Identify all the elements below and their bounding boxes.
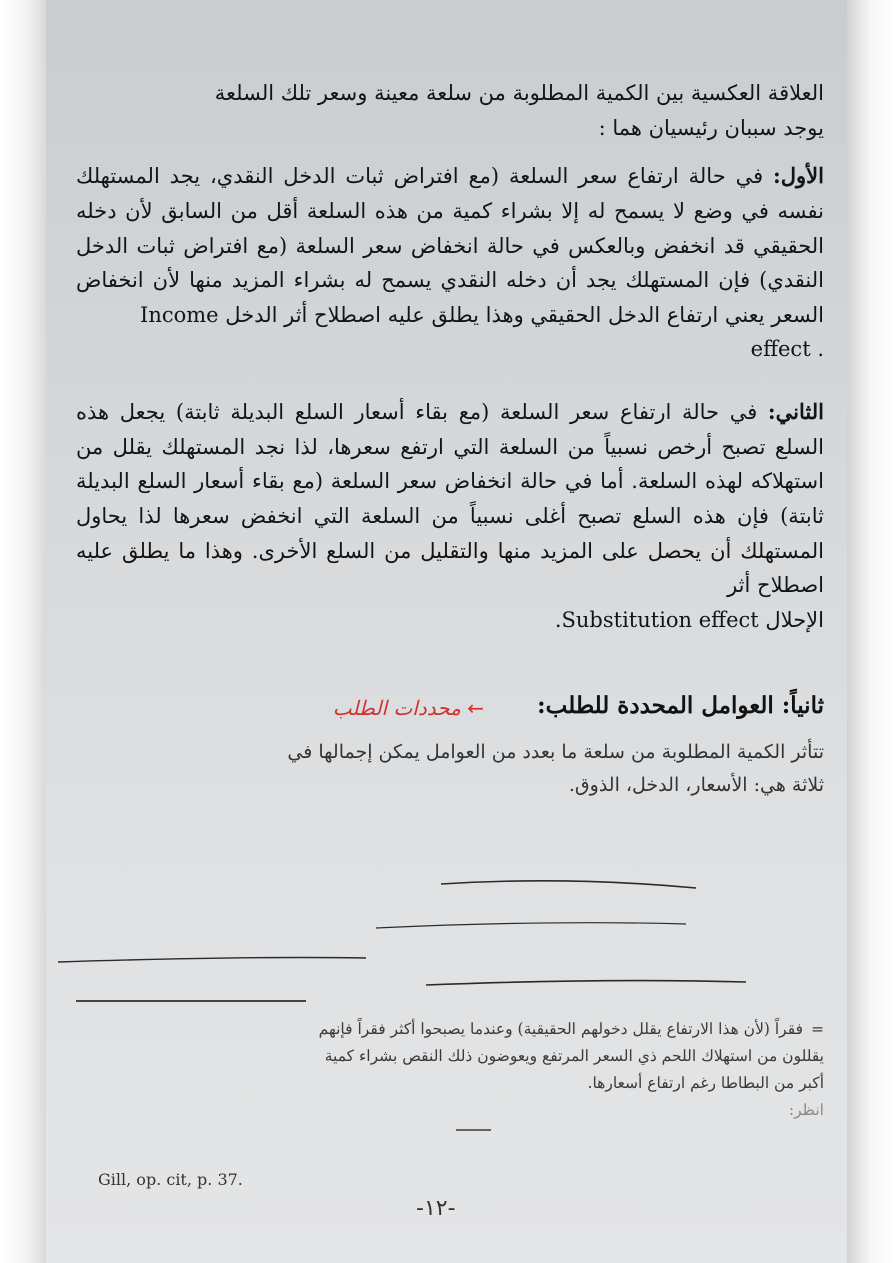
first-reason-paragraph [76,159,824,332]
intro-line-1: العلاقة العكسية بين الكمية المطلوبة من سلعة معينة وسعر تلك السلعة [214,81,824,105]
left-margin [0,0,46,1263]
section-heading: ثانياً: العوامل المحددة للطلب: [537,691,824,719]
document-page [46,0,847,1263]
footnote-marker: = [811,1020,824,1038]
page-number: -١٢- [416,1196,456,1221]
intro-line-2: يوجد سببان رئيسيان هما : [598,115,824,140]
second-reason-label: الثاني: [767,399,824,425]
main-text [76,76,824,802]
factors-underline-mark-1 [58,958,366,963]
footnote-line-4: انظر: [788,1101,824,1120]
heading-underline-mark [441,881,696,888]
footnote-line-1 [76,1016,824,1043]
factors-underline-mark-2 [376,923,686,928]
factors-line-1: تتأثر الكمية المطلوبة من سلعة ما بعدد من العوامل يمكن إجمالها في [287,740,824,763]
handwritten-note: ← محددات الطلب [332,695,484,720]
factors-line-2: ثلاثة هي: الأسعار، الدخل، الذوق. [568,773,824,796]
footnote [76,1016,824,1125]
first-reason-body: في حالة ارتفاع سعر السلعة (مع افتراض ثبات الدخل النقدي، يجد المستهلك نفسه في وضع لا يسمح له إلا بشراء كمية من هذه السلعة أقل من السابق لأن دخله الحقيقي قد انخفض وبالعكس في حالة انخفاض سعر السلعة (مع افتراض ثبات الدخل النقدي) فإن المستهلك يجد أن دخله النقدي يسمح له بشراء المزيد منها لأن انخفاض السعر يعني ارتفاع الدخل الحقيقي وهذا يطلق عليه اصطلاح أثر الدخل Income [76,164,824,327]
first-reason-tail: . effect [750,337,824,362]
factors-underline-mark-3 [426,981,746,985]
second-reason-body: في حالة ارتفاع سعر السلعة (مع بقاء أسعار السلع البديلة ثابتة) يجعل هذه السلع تصبح أرخص نسبياً من السلعة التي ارتفع سعرها، لذا نجد المستهلك يقلل من استهلاكه لهذه السلعة. أما في حالة انخفاض سعر السلعة (مع بقاء أسعار السلع البديلة ثابتة) فإن هذه السلع تصبح أغلى نسبياً من السلعة التي انخفض سعرها لذا يحاول المستهلك أن يحصل على المزيد منها والتقليل من السلع الأخرى. وهذا ما يطلق عليه اصطلاح أثر [76,400,824,598]
footnote-line-2: يقللون من استهلاك اللحم ذي السعر المرتفع ويعوضون ذلك النقص بشراء كمية [324,1047,824,1066]
footnote-line-3: أكبر من البطاطا رغم ارتفاع أسعارها. [587,1074,824,1093]
second-reason-paragraph [76,395,824,603]
footnote-separator [76,1000,306,1002]
right-margin [847,0,893,1263]
second-reason-tail: الإحلال Substitution effect. [554,607,824,632]
first-reason-label: الأول: [773,163,824,189]
citation: Gill, op. cit, p. 37. [98,1170,243,1189]
section-heading-row [76,692,824,736]
footnote-line-1-text: فقراً (لأن هذا الارتفاع يقلل دخولهم الحقيقية) وعندما يصبحوا أكثر فقراً فإنهم [318,1020,803,1038]
